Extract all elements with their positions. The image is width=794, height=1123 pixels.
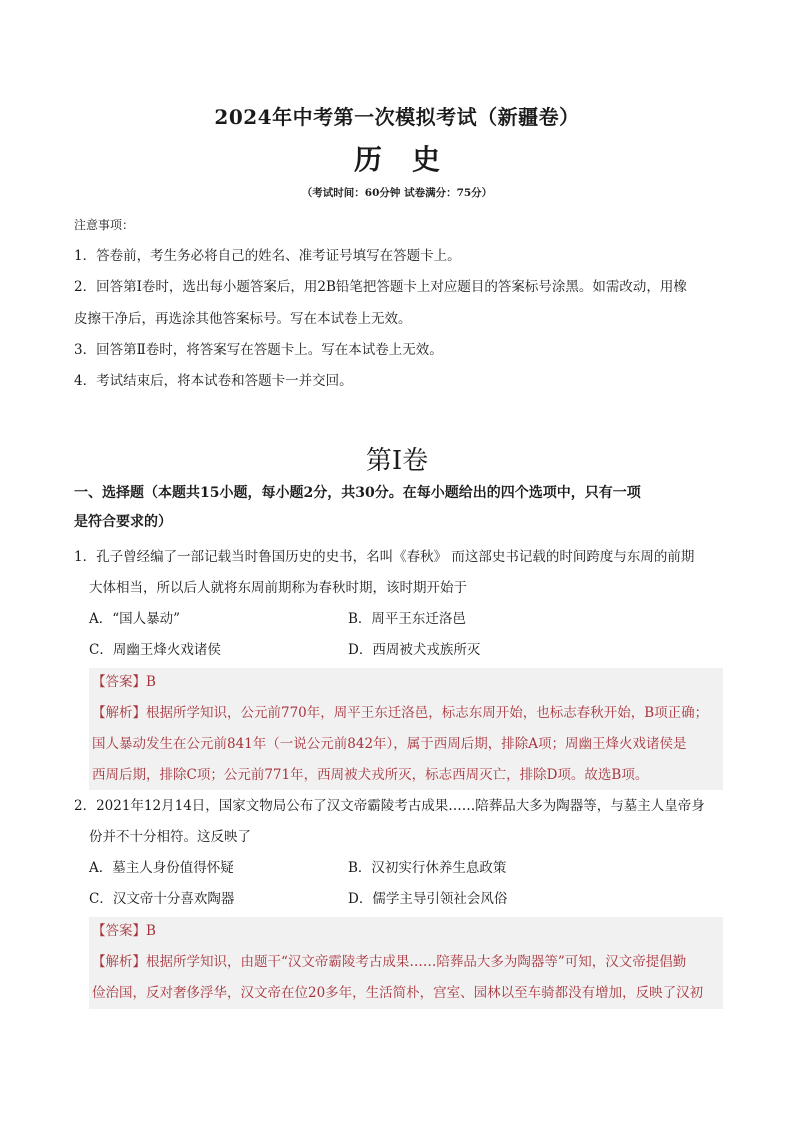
notice-line: 3．回答第Ⅱ卷时，将答案写在答题卡上。写在本试卷上无效。 <box>74 342 443 358</box>
notice-line: 4．考试结束后，将本试卷和答题卡一并交回。 <box>74 373 353 389</box>
option-a: A．“国人暴动” <box>89 611 181 627</box>
notice-heading: 注意事项： <box>74 218 135 232</box>
option-d: D．儒学主导引领社会风俗 <box>348 891 508 907</box>
answer-label: 【答案】B <box>92 923 156 939</box>
exam-title: 2024年中考第一次模拟考试（新疆卷） <box>214 105 580 129</box>
answer-label: 【答案】B <box>92 674 156 690</box>
subject-title: 历史 <box>353 143 470 176</box>
analysis-line: 【解析】根据所学知识，由题干“汉文帝霸陵考古成果……陪葬品大多为陶器等”可知，汉文帝提倡勤 <box>92 954 687 970</box>
option-a: A．墓主人身份值得怀疑 <box>89 860 234 876</box>
exam-info: （考试时间：60分钟 试卷满分：75分） <box>301 187 493 199</box>
question-stem: 2．2021年12月14日，国家文物局公布了汉文帝霸陵考古成果……陪葬品大多为陶器等，与墓主人皇帝身 <box>74 798 705 814</box>
analysis-line: 国人暴动发生在公元前841年（一说公元前842年），属于西周后期，排除A项；周幽王烽火戏诸侯是 <box>92 736 687 752</box>
analysis-line: 俭治国，反对奢侈浮华，汉文帝在位20多年，生活简朴，宫室、园林以至车骑都没有增加，反映了汉初 <box>92 985 704 1001</box>
question-stem: 1．孔子曾经编了一部记载当时鲁国历史的史书，名叫《春秋》 而这部史书记载的时间跨度与东周的前期 <box>74 549 695 565</box>
option-c: C．汉文帝十分喜欢陶器 <box>89 891 235 907</box>
answer-box <box>89 668 723 790</box>
notice-line: 1．答卷前，考生务必将自己的姓名、准考证号填写在答题卡上。 <box>74 248 461 264</box>
option-c: C．周幽王烽火戏诸侯 <box>89 642 221 658</box>
answer-box <box>89 917 723 1009</box>
section-title: 第Ⅰ卷 <box>365 446 429 476</box>
option-b: B．汉初实行休养生息政策 <box>348 860 507 876</box>
notice-line: 2．回答第Ⅰ卷时，选出每小题答案后，用2B铅笔把答题卡上对应题目的答案标号涂黑。如需改动，用橡 <box>74 279 687 295</box>
section-instruction: 是符合要求的） <box>74 514 172 530</box>
analysis-line: 【解析】根据所学知识，公元前770年，周平王东迁洛邑，标志东周开始，也标志春秋开始，B项正确； <box>92 705 709 721</box>
notice-line: 皮擦干净后，再选涂其他答案标号。写在本试卷上无效。 <box>74 311 412 327</box>
question-stem: 大体相当，所以后人就将东周前期称为春秋时期，该时期开始于 <box>89 580 467 596</box>
question-stem: 份并不十分相符。这反映了 <box>89 829 251 845</box>
option-d: D．西周被犬戎族所灭 <box>348 642 481 658</box>
section-instruction: 一、选择题（本题共15小题，每小题2分，共30分。在每小题给出的四个选项中，只有一项 <box>74 485 641 501</box>
option-b: B．周平王东迁洛邑 <box>348 611 466 627</box>
analysis-line: 西周后期，排除C项；公元前771年，西周被犬戎所灭，标志西周灭亡，排除D项。故选B项。 <box>92 767 649 783</box>
